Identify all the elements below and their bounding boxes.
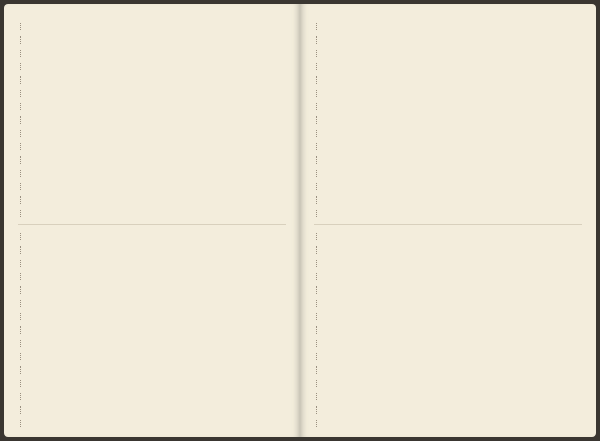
left-page: [4, 4, 300, 437]
toc-entry: [20, 283, 286, 296]
toc-entry: [316, 167, 582, 180]
dot-leader: [20, 63, 286, 70]
dot-leader: [20, 393, 286, 400]
dot-leader: [316, 233, 582, 240]
toc-entry: [316, 243, 582, 256]
toc-entry: [20, 127, 286, 140]
dot-leader: [20, 340, 286, 347]
dot-leader: [316, 273, 582, 280]
toc-entry: [316, 377, 582, 390]
right-lower-band: [314, 230, 582, 430]
dot-leader: [316, 313, 582, 320]
toc-entry: [316, 153, 582, 166]
toc-entry: [20, 167, 286, 180]
dot-leader: [316, 366, 582, 373]
toc-entry: [316, 270, 582, 283]
toc-entry: [20, 113, 286, 126]
toc-entry: [316, 390, 582, 403]
dot-leader: [316, 210, 582, 217]
dot-leader: [316, 380, 582, 387]
band-divider: [18, 224, 286, 225]
dot-leader: [316, 130, 582, 137]
toc-entry: [20, 270, 286, 283]
dot-leader: [20, 326, 286, 333]
dot-leader: [316, 23, 582, 30]
toc-entry: [316, 20, 582, 33]
toc-entry: [316, 33, 582, 46]
dot-leader: [20, 76, 286, 83]
dot-leader: [316, 353, 582, 360]
dot-leader: [20, 406, 286, 413]
dot-leader: [316, 156, 582, 163]
dot-leader: [20, 156, 286, 163]
dot-leader: [316, 260, 582, 267]
dot-leader: [316, 196, 582, 203]
toc-entry: [20, 297, 286, 310]
dot-leader: [20, 170, 286, 177]
dot-leader: [20, 196, 286, 203]
dot-leader: [316, 143, 582, 150]
toc-entry: [20, 403, 286, 416]
toc-entry: [20, 153, 286, 166]
toc-entry: [20, 257, 286, 270]
toc-entry: [316, 283, 582, 296]
toc-entry: [20, 337, 286, 350]
toc-entry: [20, 390, 286, 403]
toc-entry: [20, 377, 286, 390]
dot-leader: [20, 130, 286, 137]
dot-leader: [20, 233, 286, 240]
dot-leader: [20, 300, 286, 307]
toc-entry: [20, 73, 286, 86]
toc-entry: [316, 350, 582, 363]
toc-entry: [20, 193, 286, 206]
dot-leader: [316, 50, 582, 57]
dot-leader: [316, 170, 582, 177]
toc-entry: [20, 363, 286, 376]
toc-entry: [316, 257, 582, 270]
toc-entry: [316, 297, 582, 310]
toc-entry: [20, 180, 286, 193]
toc-entry: [316, 363, 582, 376]
dot-leader: [316, 406, 582, 413]
toc-entry: [316, 230, 582, 243]
dot-leader: [316, 286, 582, 293]
dot-leader: [20, 103, 286, 110]
dot-leader: [20, 246, 286, 253]
dot-leader: [20, 143, 286, 150]
toc-entry: [316, 113, 582, 126]
toc-entry: [20, 140, 286, 153]
dot-leader: [20, 50, 286, 57]
toc-entry: [20, 417, 286, 430]
dot-leader: [20, 353, 286, 360]
dot-leader: [20, 260, 286, 267]
toc-entry: [316, 140, 582, 153]
dot-leader: [316, 63, 582, 70]
left-upper-band: [18, 20, 286, 220]
dot-leader: [20, 90, 286, 97]
dot-leader: [20, 23, 286, 30]
toc-entry: [20, 60, 286, 73]
dot-leader: [316, 90, 582, 97]
toc-entry: [316, 417, 582, 430]
toc-entry: [20, 207, 286, 220]
toc-entry: [316, 207, 582, 220]
dot-leader: [316, 183, 582, 190]
dot-leader: [316, 116, 582, 123]
toc-entry: [316, 337, 582, 350]
right-page: [300, 4, 596, 437]
toc-entry: [316, 87, 582, 100]
toc-entry: [20, 87, 286, 100]
toc-entry: [20, 230, 286, 243]
band-divider: [314, 224, 582, 225]
dot-leader: [20, 116, 286, 123]
toc-entry: [20, 47, 286, 60]
book-spread: [4, 4, 596, 437]
dot-leader: [20, 286, 286, 293]
toc-entry: [316, 310, 582, 323]
right-upper-band: [314, 20, 582, 220]
dot-leader: [20, 36, 286, 43]
dot-leader: [20, 273, 286, 280]
dot-leader: [316, 300, 582, 307]
toc-entry: [20, 323, 286, 336]
dot-leader: [20, 183, 286, 190]
toc-entry: [20, 350, 286, 363]
toc-entry: [316, 180, 582, 193]
toc-entry: [316, 127, 582, 140]
left-lower-band: [18, 230, 286, 430]
toc-entry: [316, 47, 582, 60]
toc-entry: [20, 20, 286, 33]
dot-leader: [316, 393, 582, 400]
toc-entry: [20, 100, 286, 113]
dot-leader: [20, 380, 286, 387]
dot-leader: [316, 103, 582, 110]
dot-leader: [20, 313, 286, 320]
toc-entry: [316, 73, 582, 86]
dot-leader: [316, 76, 582, 83]
toc-entry: [316, 100, 582, 113]
toc-entry: [316, 323, 582, 336]
dot-leader: [20, 420, 286, 427]
dot-leader: [316, 420, 582, 427]
dot-leader: [316, 36, 582, 43]
dot-leader: [316, 340, 582, 347]
toc-entry: [316, 193, 582, 206]
toc-entry: [20, 33, 286, 46]
dot-leader: [20, 210, 286, 217]
dot-leader: [20, 366, 286, 373]
toc-entry: [20, 310, 286, 323]
dot-leader: [316, 326, 582, 333]
toc-entry: [20, 243, 286, 256]
toc-entry: [316, 403, 582, 416]
toc-entry: [316, 60, 582, 73]
dot-leader: [316, 246, 582, 253]
